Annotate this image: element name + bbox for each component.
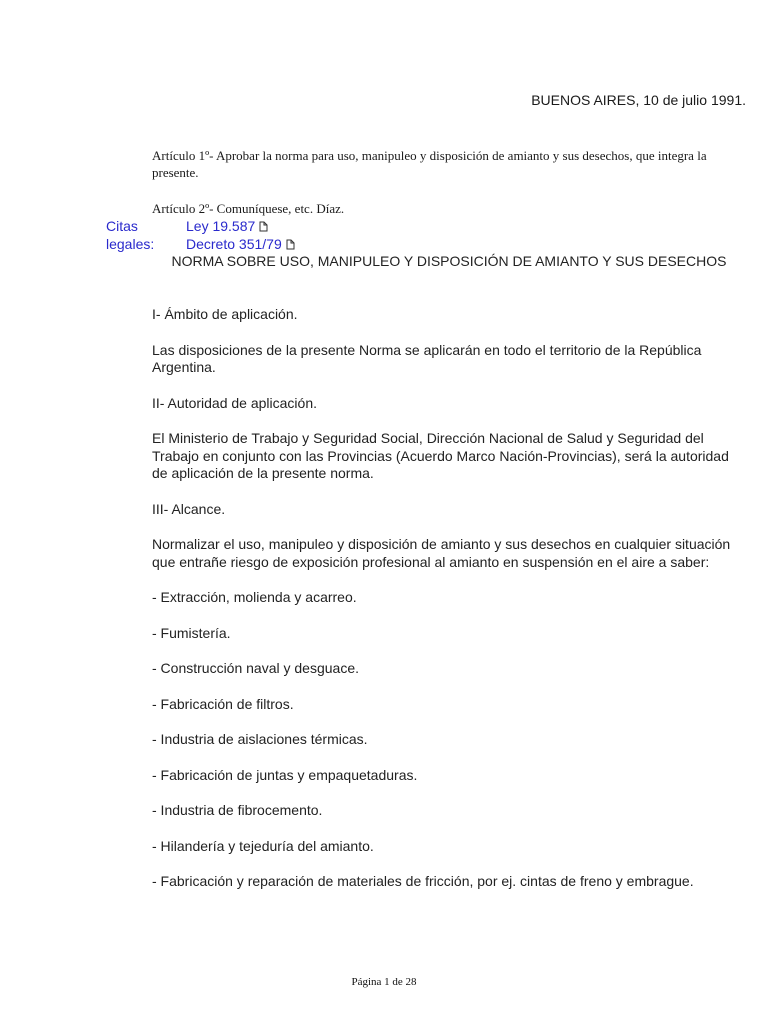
- paragraph: El Ministerio de Trabajo y Seguridad Social, Dirección Nacional de Salud y Seguridad del Trabajo en conjunto con las Provincias (Acuerdo Marco Nación-Provincias), será la autoridad de aplicación de la presente norma.: [152, 430, 729, 481]
- list-item: - Fabricación de juntas y empaquetaduras.: [152, 766, 418, 783]
- section-heading-alcance: III- Alcance.: [152, 500, 226, 517]
- link-ley-19587-label: Ley 19.587: [186, 218, 256, 234]
- paragraph: Normalizar el uso, manipuleo y disposición de amianto y sus desechos en cualquier situación que entrañe riesgo de exposición profesional al amianto en suspensión en el aire a saber:: [152, 536, 731, 570]
- citas-label: Citas: [106, 218, 138, 234]
- articulo-1: Artículo 1º- Aprobar la norma para uso, manipuleo y disposición de amianto y sus desechos, que integra la presente.: [152, 148, 707, 180]
- section-heading-autoridad: II- Autoridad de aplicación.: [152, 394, 317, 411]
- document-link-icon: [286, 239, 295, 250]
- norma-title: NORMA SOBRE USO, MANIPULEO Y DISPOSICIÓN DE AMIANTO Y SUS DESECHOS: [171, 253, 727, 269]
- link-ley-19587[interactable]: [186, 217, 268, 235]
- list-item: - Industria de aislaciones térmicas.: [152, 731, 368, 747]
- date-line: BUENOS AIRES, 10 de julio 1991.: [531, 92, 746, 108]
- link-decreto-351-79[interactable]: [186, 235, 295, 253]
- articulo-2: Artículo 2º- Comuníquese, etc. Díaz.: [152, 201, 345, 216]
- link-decreto-351-79-label: Decreto 351/79: [186, 236, 282, 252]
- section-heading-ambito: I- Ámbito de aplicación.: [152, 306, 298, 322]
- list-item: - Fabricación de filtros.: [152, 695, 294, 712]
- list-item: - Fumistería.: [152, 624, 231, 641]
- list-item: - Construcción naval y desguace.: [152, 660, 359, 676]
- list-item: - Fabricación y reparación de materiales de fricción, por ej. cintas de freno y embrague.: [152, 873, 694, 889]
- list-item: - Industria de fibrocemento.: [152, 802, 323, 818]
- document-body: [152, 306, 748, 909]
- paragraph: Las disposiciones de la presente Norma se aplicarán en todo el territorio de la República Argentina.: [152, 341, 702, 375]
- legales-label: legales:: [106, 236, 155, 252]
- document-link-icon: [259, 221, 268, 232]
- list-item: - Hilandería y tejeduría del amianto.: [152, 837, 374, 854]
- page-footer: Página 1 de 28: [351, 976, 417, 988]
- list-item: - Extracción, molienda y acarreo.: [152, 589, 357, 605]
